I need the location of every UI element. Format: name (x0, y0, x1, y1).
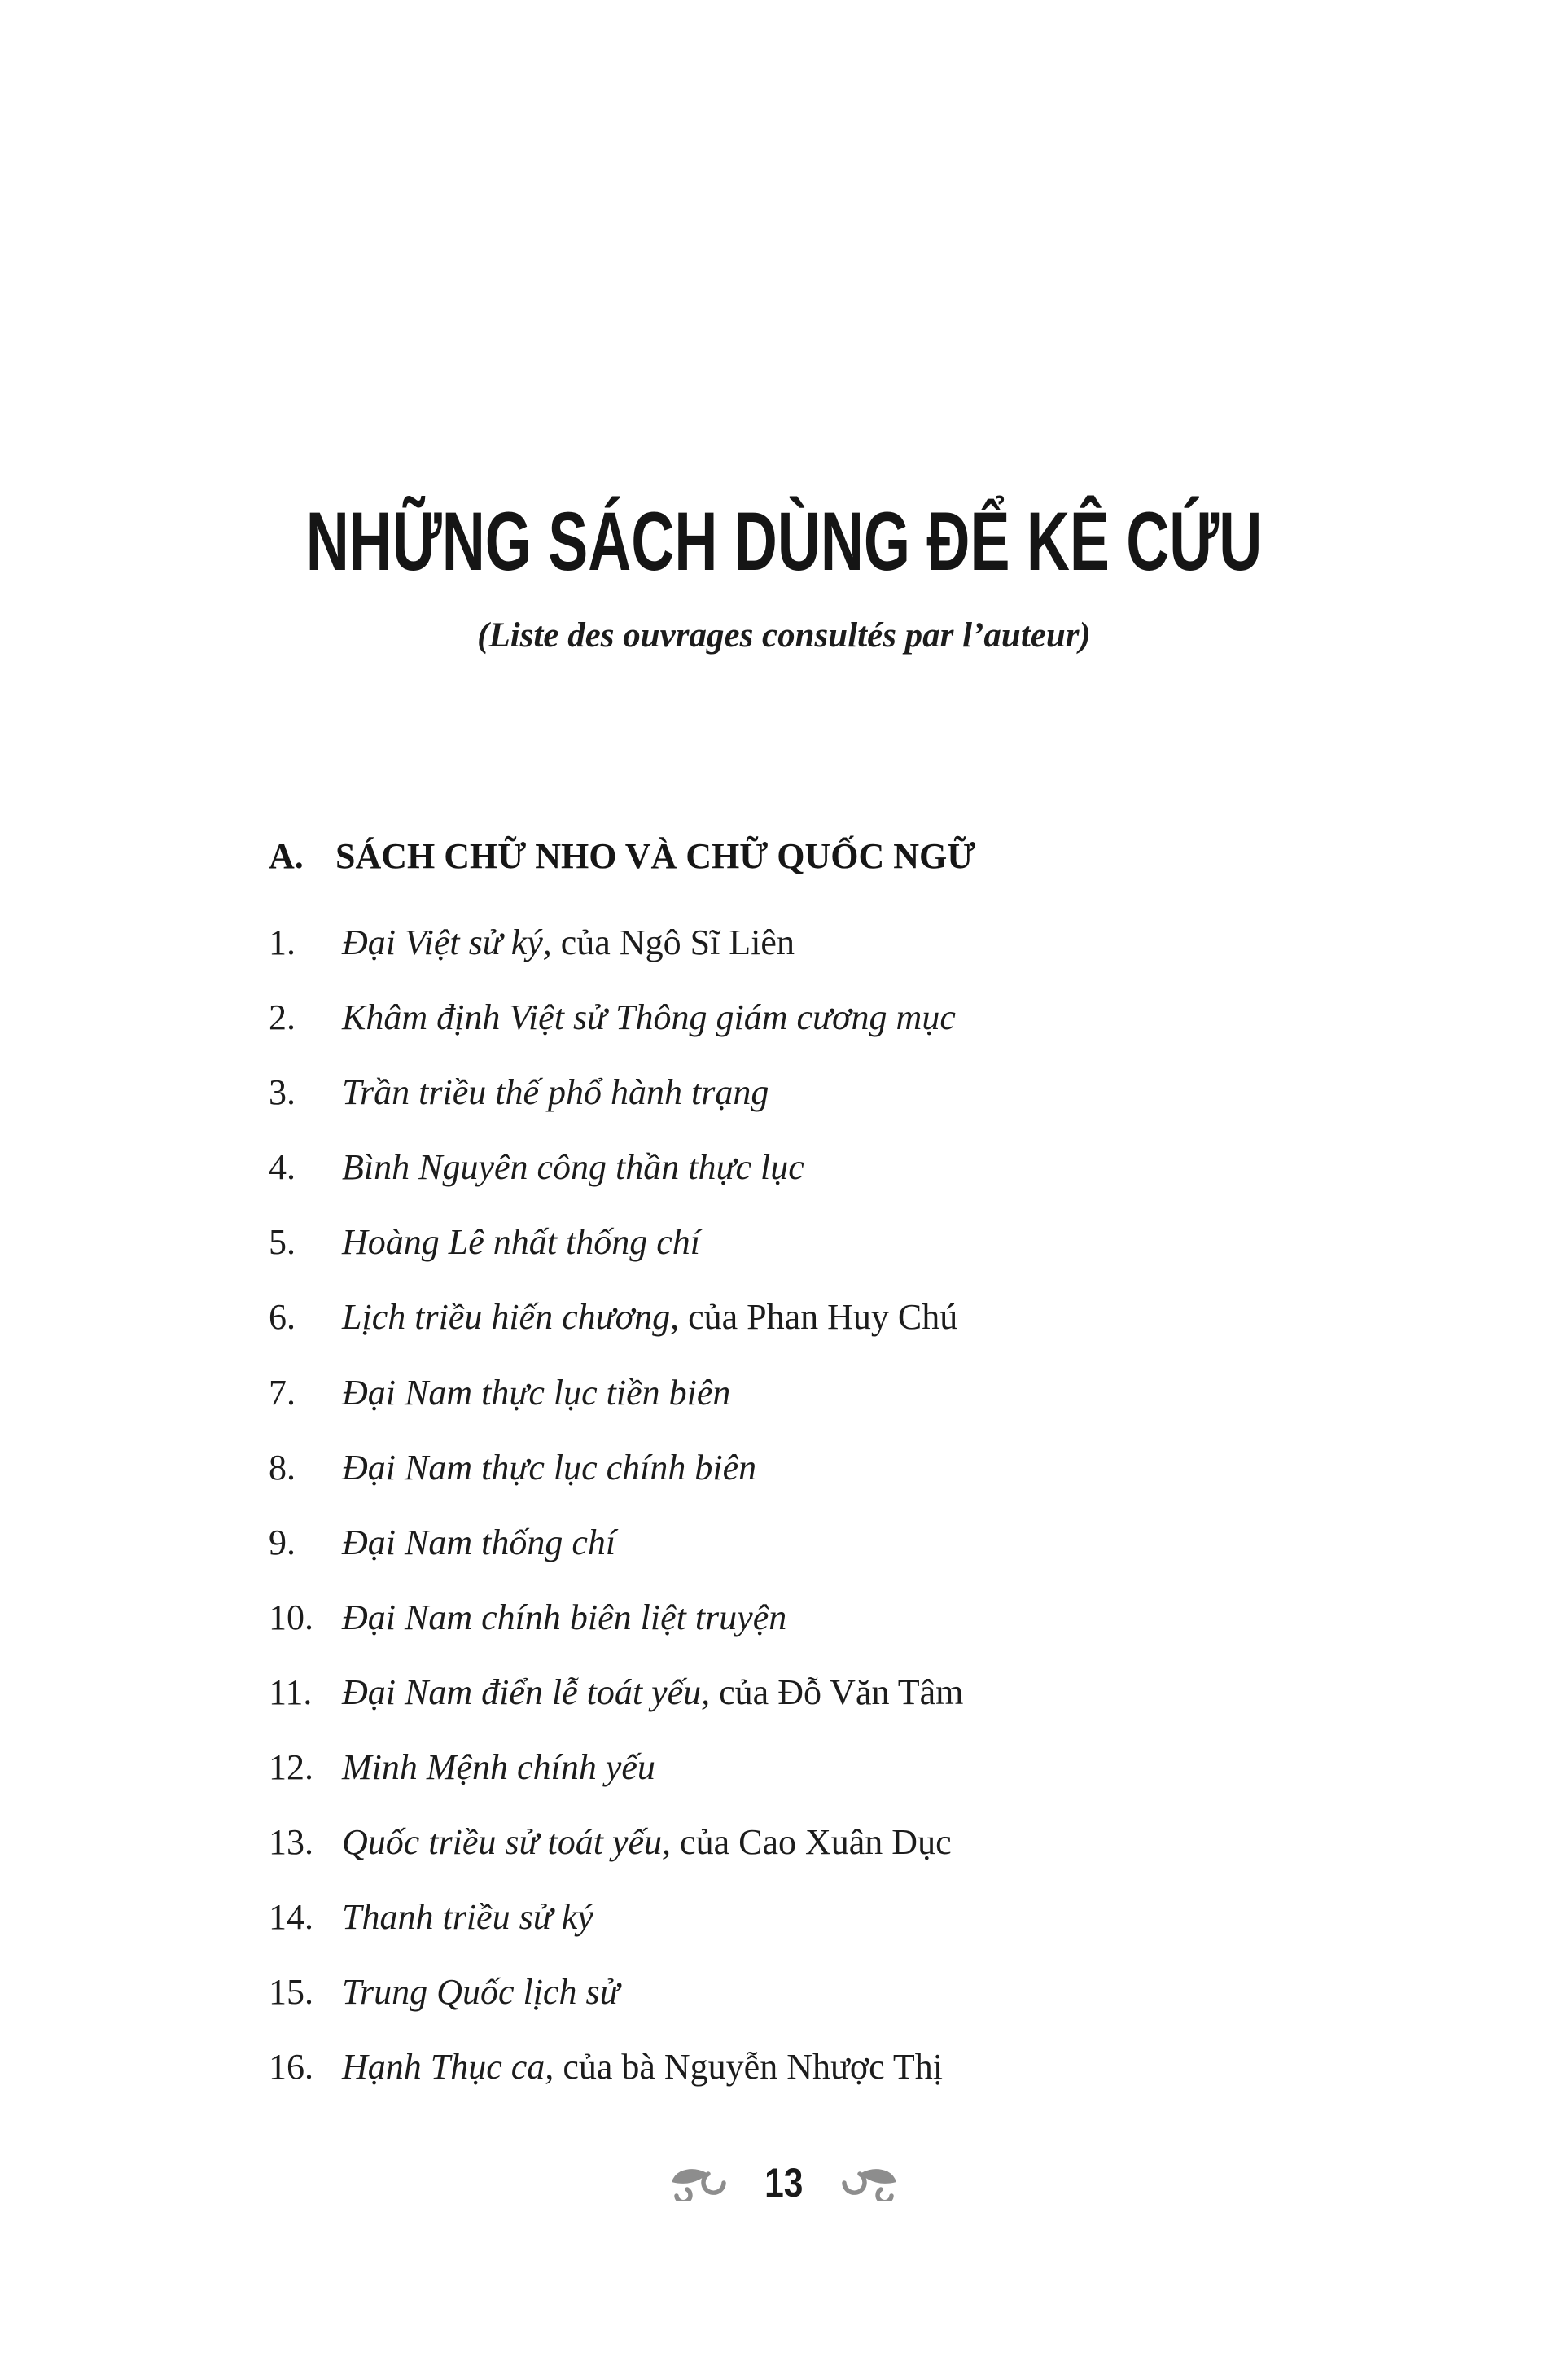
item-number: 8. (269, 1447, 296, 1488)
item-title: Đại Nam thực lục chính biên (342, 1447, 757, 1488)
section-label: A. (269, 836, 304, 876)
item-number: 16. (269, 2047, 313, 2088)
item-title: Khâm định Việt sử Thông giám cương mục (342, 997, 956, 1038)
list-item (269, 1730, 963, 1805)
list-item (269, 905, 963, 980)
item-number: 12. (269, 1747, 313, 1788)
list-item (269, 1955, 963, 2030)
item-title: Đại Việt sử ký, (342, 922, 552, 962)
item-author: của Phan Huy Chú (679, 1297, 958, 1338)
item-author: của Ngô Sĩ Liên (551, 922, 795, 962)
fleuron-ornament-left-icon (670, 2165, 729, 2201)
item-title: Minh Mệnh chính yếu (342, 1747, 655, 1788)
item-title: Lịch triều hiến chương, (342, 1297, 680, 1338)
item-number: 4. (269, 1147, 296, 1188)
list-item (269, 980, 963, 1055)
item-number: 7. (269, 1372, 296, 1413)
item-number: 15. (269, 1972, 313, 2013)
list-item (269, 1431, 963, 1505)
item-title: Trung Quốc lịch sử (342, 1972, 620, 2013)
item-author: của Đỗ Văn Tâm (710, 1672, 964, 1712)
page-footer (0, 2160, 1568, 2206)
page-subtitle: (Liste des ouvrages consultés par l’auteur) (477, 616, 1091, 655)
list-item (269, 1356, 963, 1431)
list-item (269, 1280, 963, 1355)
item-title: Thanh triều sử ký (342, 1897, 593, 1938)
list-item (269, 2030, 963, 2105)
book-list (269, 905, 963, 2105)
list-item (269, 1505, 963, 1580)
item-number: 10. (269, 1597, 313, 1637)
item-author: của Cao Xuân Dục (671, 1822, 952, 1863)
item-number: 9. (269, 1522, 296, 1562)
page-number: 13 (764, 2160, 804, 2206)
item-title: Đại Nam điển lễ toát yếu, (342, 1672, 711, 1712)
item-title: Quốc triều sử toát yếu, (342, 1822, 672, 1863)
item-title: Trần triều thế phổ hành trạng (342, 1072, 769, 1113)
list-item (269, 1055, 963, 1130)
item-number: 11. (269, 1672, 313, 1712)
list-item (269, 1580, 963, 1655)
item-title: Hạnh Thục ca, (342, 2047, 554, 2088)
section-text: SÁCH CHỮ NHO VÀ CHỮ QUỐC NGỮ (335, 836, 976, 876)
item-number: 2. (269, 997, 296, 1038)
item-number: 13. (269, 1822, 313, 1863)
item-number: 1. (269, 922, 296, 962)
item-title: Đại Nam chính biên liệt truyện (342, 1597, 787, 1637)
fleuron-ornament-right-icon (839, 2165, 898, 2201)
item-number: 14. (269, 1897, 313, 1938)
list-item (269, 1880, 963, 1955)
item-title: Hoàng Lê nhất thống chí (342, 1222, 700, 1263)
list-item (269, 1130, 963, 1205)
list-item (269, 1205, 963, 1280)
list-item (269, 1805, 963, 1880)
section-heading (269, 835, 975, 877)
item-number: 6. (269, 1297, 296, 1338)
item-title: Bình Nguyên công thần thực lục (342, 1147, 804, 1188)
list-item (269, 1655, 963, 1730)
page-title: NHỮNG SÁCH DÙNG ĐỂ KÊ CỨU (305, 495, 1263, 588)
item-title: Đại Nam thống chí (342, 1522, 616, 1562)
item-number: 5. (269, 1222, 296, 1263)
item-author: của bà Nguyễn Nhược Thị (554, 2047, 943, 2088)
item-number: 3. (269, 1072, 296, 1113)
item-title: Đại Nam thực lục tiền biên (342, 1372, 731, 1413)
